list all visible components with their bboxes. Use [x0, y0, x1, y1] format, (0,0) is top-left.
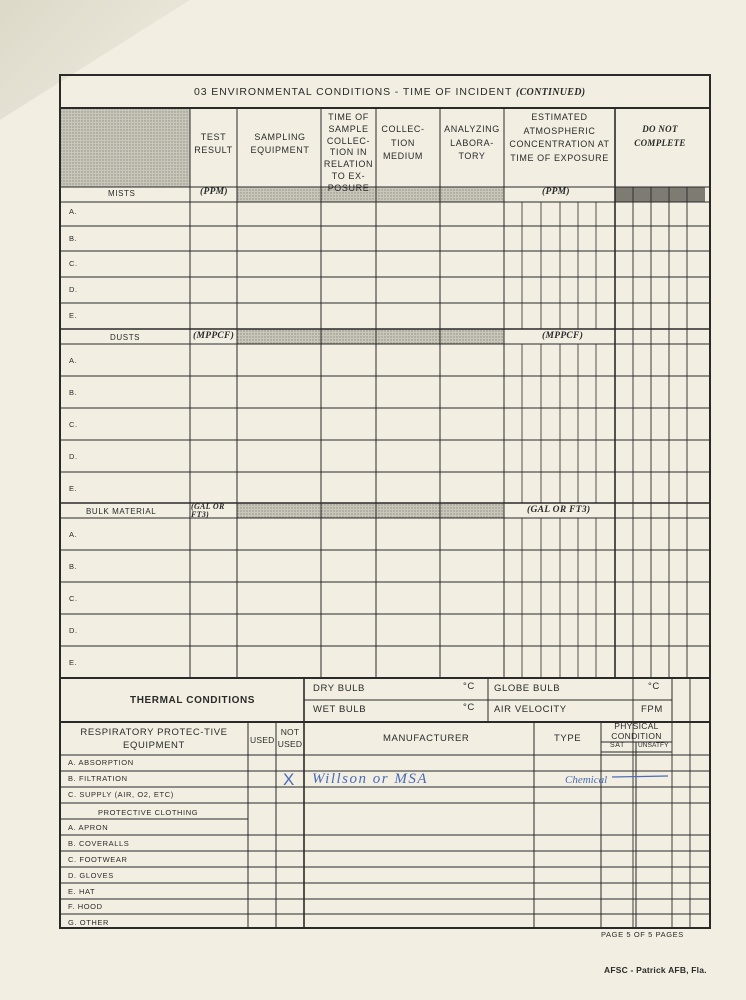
section-bulk-unit: (GAL OR FT3) — [191, 502, 225, 519]
dusts-row-e: E. — [69, 484, 78, 493]
clothing-item-hat: E. HAT — [68, 887, 96, 896]
section-mists-unit: (PPM) — [200, 187, 228, 197]
unsatfy-header: UNSATFY — [638, 742, 669, 749]
dusts-shade — [237, 329, 504, 344]
section-dusts-label: DUSTS — [110, 333, 141, 342]
mists-row-a: A. — [69, 207, 78, 216]
header-shade — [60, 108, 190, 187]
clothing-item-coveralls: B. COVERALLS — [68, 839, 130, 848]
dnc-shade-1 — [615, 187, 705, 202]
used-header: USED — [250, 735, 275, 745]
filtration-manufacturer-entry: Willson or MSA — [312, 771, 429, 787]
bulk-row-c: C. — [69, 594, 78, 603]
dusts-row-d: D. — [69, 452, 78, 461]
col-time-of-sample: TIME OF SAMPLE COLLEC-TION IN RELATION TO EX-POSURE — [323, 112, 374, 193]
form-title-suffix: (CONTINUED) — [515, 87, 586, 98]
not-used-header: NOT USED — [277, 727, 303, 749]
handwritten-dash — [612, 776, 668, 777]
col-sampling-equipment: SAMPLING EQUIPMENT — [250, 132, 310, 155]
protective-clothing-header: PROTECTIVE CLOTHING — [98, 808, 199, 817]
thermal-conditions-label: THERMAL CONDITIONS — [130, 695, 256, 706]
clothing-item-gloves: D. GLOVES — [68, 871, 114, 880]
dry-bulb-label: DRY BULB — [313, 683, 365, 694]
section-mists-label: MISTS — [108, 189, 136, 198]
mists-row-b: B. — [69, 234, 78, 243]
mists-row-c: C. — [69, 259, 78, 268]
bulk-row-b: B. — [69, 562, 78, 571]
printer-imprint: AFSC - Patrick AFB, Fla. — [604, 965, 707, 975]
form-title — [194, 86, 585, 98]
page-footer: PAGE 5 OF 5 PAGES — [601, 930, 684, 939]
respiratory-equipment-header: RESPIRATORY PROTEC-TIVE EQUIPMENT — [80, 727, 228, 751]
mists-row-d: D. — [69, 285, 78, 294]
col-estimated-concentration: ESTIMATED ATMOSPHERIC CONCENTRATION AT TIME OF EXPOSURE — [509, 112, 610, 163]
section-dusts-unit: (MPPCF) — [193, 331, 235, 341]
bulk-shade — [237, 503, 504, 518]
col-collection-medium: COLLEC-TION MEDIUM — [381, 124, 425, 161]
bulk-row-a: A. — [69, 530, 78, 539]
dusts-row-b: B. — [69, 388, 78, 397]
form-title-text: 03 ENVIRONMENTAL CONDITIONS - TIME OF INCIDENT — [194, 86, 513, 98]
clothing-item-other: G. OTHER — [68, 918, 110, 927]
resp-item-supply: C. SUPPLY (AIR, O2, ETC) — [68, 790, 174, 799]
filtration-type-entry: Chemical — [565, 774, 608, 786]
dusts-row-c: C. — [69, 420, 78, 429]
resp-item-filtration: B. FILTRATION — [68, 774, 128, 783]
bulk-row-e: E. — [69, 658, 78, 667]
physical-condition-header: PHYSICAL CONDITION — [611, 721, 662, 741]
clothing-item-footwear: C. FOOTWEAR — [68, 855, 128, 864]
clothing-item-apron: A. APRON — [68, 823, 109, 832]
manufacturer-header: MANUFACTURER — [383, 733, 470, 744]
wet-bulb-unit: °C — [463, 702, 475, 713]
air-velocity-label: AIR VELOCITY — [494, 704, 567, 715]
dusts-row-a: A. — [69, 356, 78, 365]
section-mists-est-unit: (PPM) — [542, 187, 570, 197]
bulk-row-d: D. — [69, 626, 78, 635]
filtration-not-used-mark: X — [283, 770, 295, 789]
col-do-not-complete: DO NOT COMPLETE — [634, 124, 686, 148]
section-bulk-est-unit: (GAL OR FT3) — [527, 505, 591, 515]
wet-bulb-label: WET BULB — [313, 704, 367, 715]
globe-bulb-unit: °C — [648, 681, 660, 692]
section-dusts-est-unit: (MPPCF) — [542, 331, 584, 341]
globe-bulb-label: GLOBE BULB — [494, 683, 561, 694]
section-bulk-label: BULK MATERIAL — [86, 507, 157, 516]
col-test-result: TEST RESULT — [194, 132, 233, 155]
resp-item-absorption: A. ABSORPTION — [68, 758, 134, 767]
type-header: TYPE — [554, 733, 582, 744]
mists-row-e: E. — [69, 311, 78, 320]
air-velocity-unit: FPM — [641, 704, 663, 715]
col-analyzing-laboratory: ANALYZING LABORA-TORY — [444, 124, 500, 161]
dry-bulb-unit: °C — [463, 681, 475, 692]
clothing-item-hood: F. HOOD — [68, 902, 103, 911]
sat-header: SAT — [610, 742, 625, 749]
